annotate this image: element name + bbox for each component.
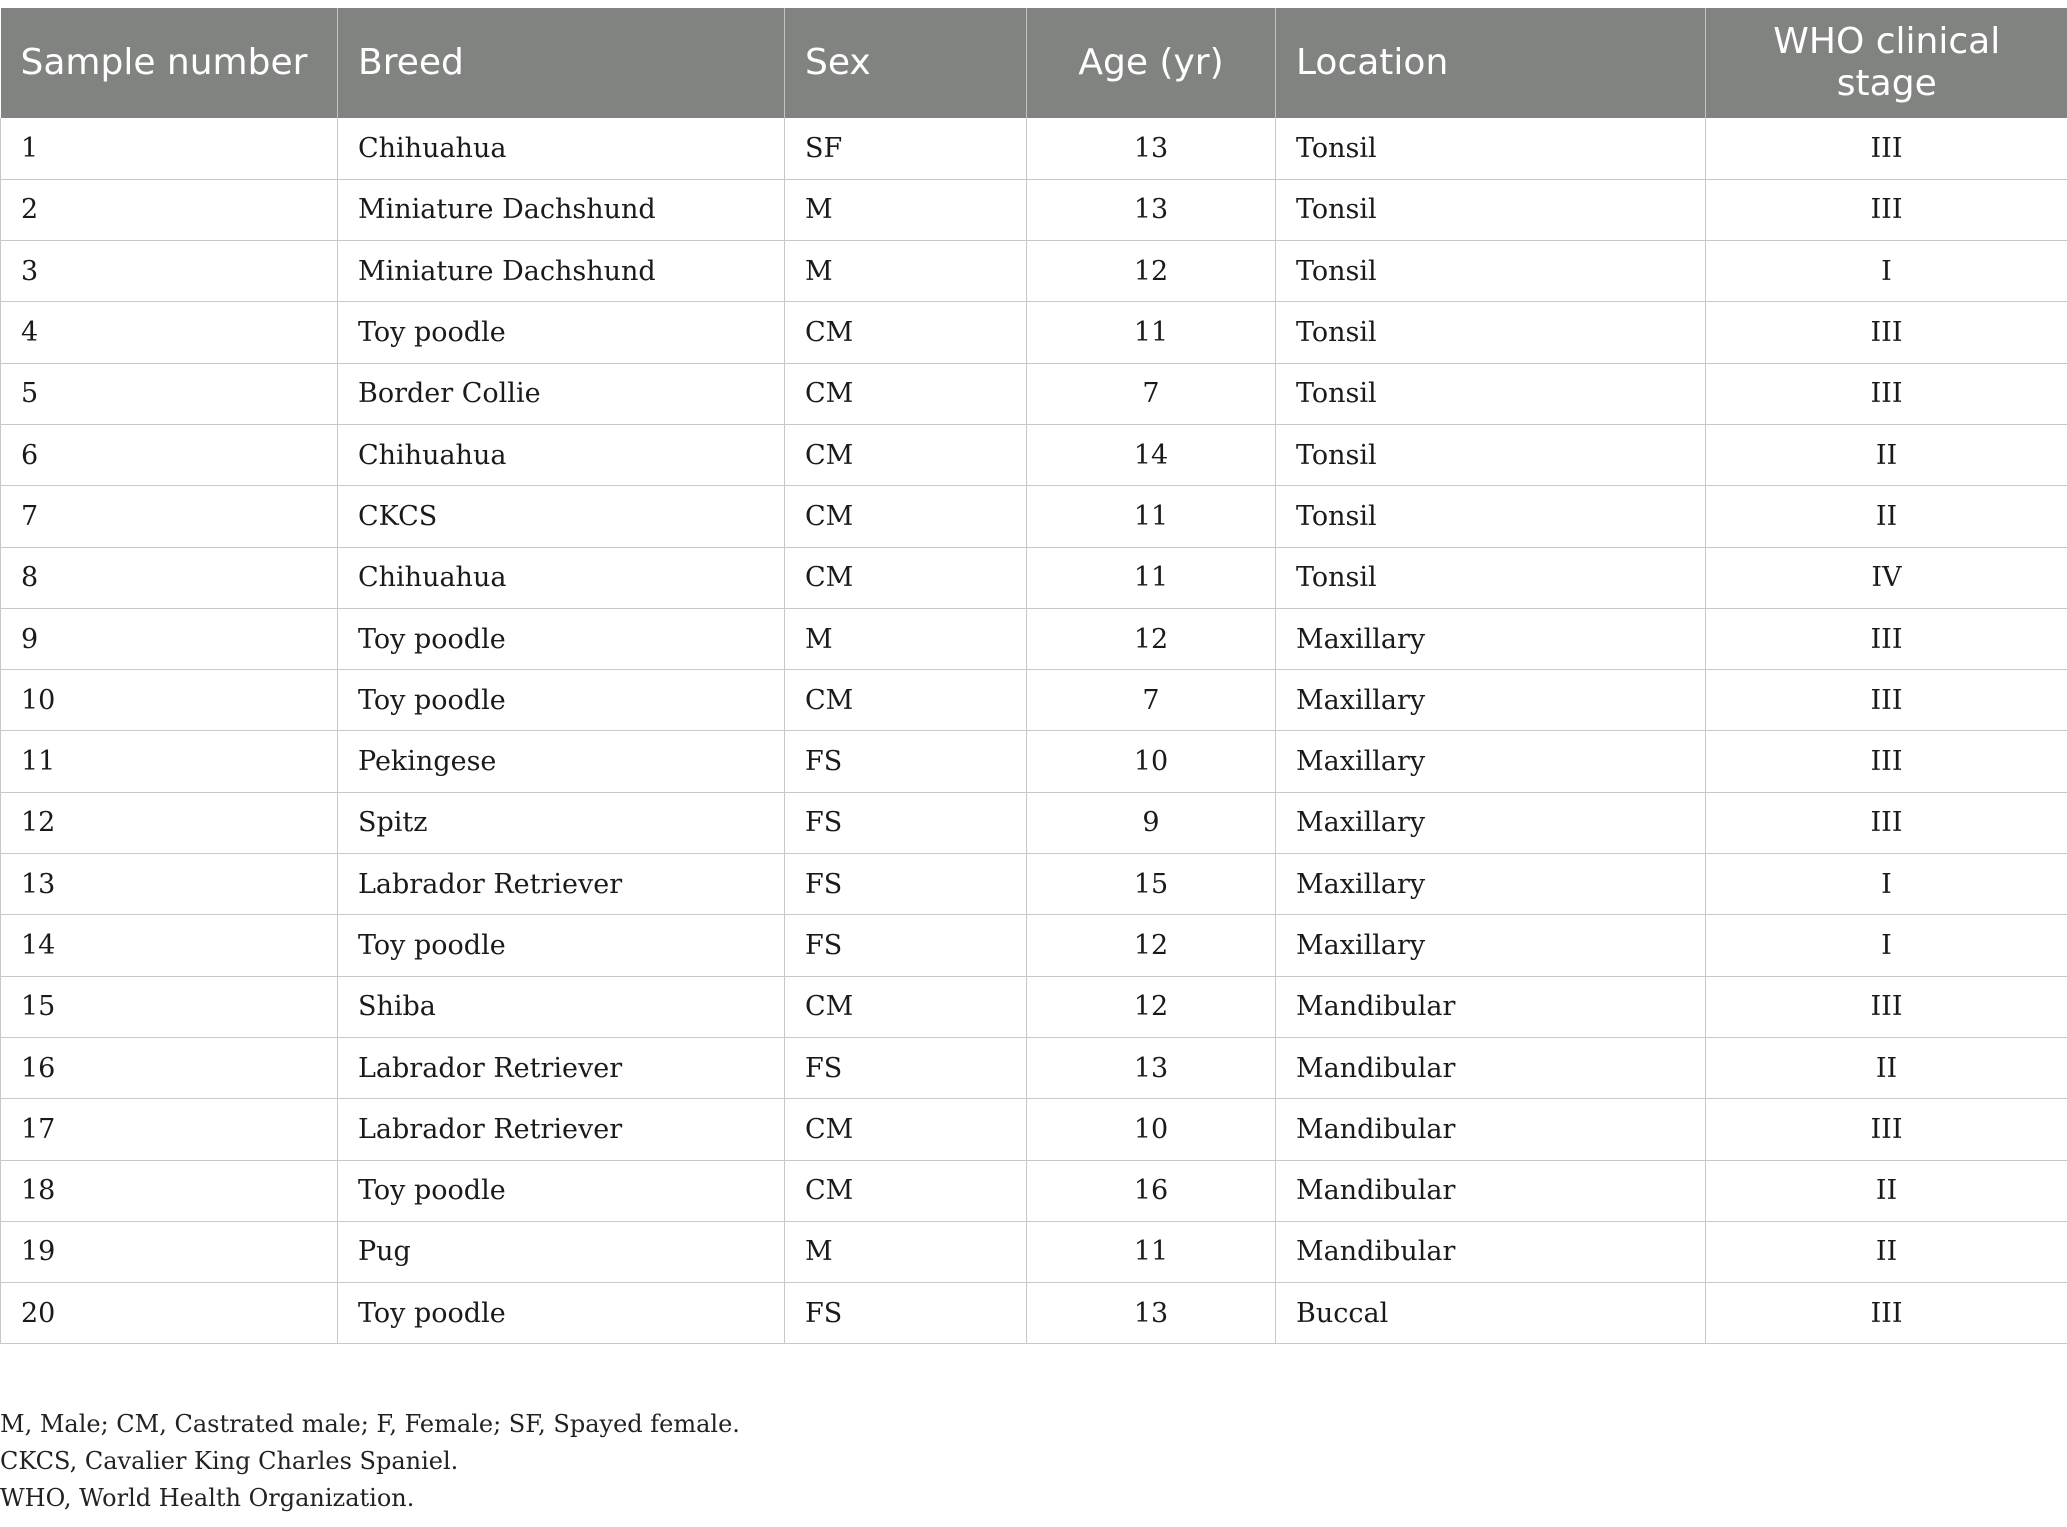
table-row: [1, 1160, 2067, 1221]
cell-sample-number: 7: [1, 486, 338, 547]
cell-who-stage: II: [1706, 1221, 2067, 1282]
cell-age: 12: [1027, 608, 1276, 669]
table-footnotes: [0, 1406, 740, 1517]
cell-breed: Toy poodle: [338, 1160, 785, 1221]
table-row: [1, 1283, 2067, 1344]
table-row: [1, 1099, 2067, 1160]
table-row: [1, 792, 2067, 853]
cell-sample-number: 15: [1, 976, 338, 1037]
cell-sex: M: [785, 179, 1027, 240]
cell-breed: Chihuahua: [338, 424, 785, 485]
header-who-stage: WHO clinical stage: [1706, 8, 2067, 118]
cell-sex: CM: [785, 976, 1027, 1037]
cell-sex: CM: [785, 1099, 1027, 1160]
cell-sample-number: 17: [1, 1099, 338, 1160]
cell-location: Maxillary: [1276, 792, 1706, 853]
cell-age: 16: [1027, 1160, 1276, 1221]
cell-age: 15: [1027, 854, 1276, 915]
cell-location: Tonsil: [1276, 241, 1706, 302]
cell-location: Tonsil: [1276, 179, 1706, 240]
cell-breed: CKCS: [338, 486, 785, 547]
cell-sample-number: 14: [1, 915, 338, 976]
table-row: [1, 118, 2067, 179]
cell-breed: Toy poodle: [338, 915, 785, 976]
cell-age: 12: [1027, 976, 1276, 1037]
cell-breed: Labrador Retriever: [338, 1037, 785, 1098]
footnote-ckcs: CKCS, Cavalier King Charles Spaniel.: [0, 1447, 459, 1475]
cell-sample-number: 16: [1, 1037, 338, 1098]
table-row: [1, 547, 2067, 608]
header-sample-number: Sample number: [1, 8, 338, 118]
cell-who-stage: I: [1706, 854, 2067, 915]
cell-sample-number: 12: [1, 792, 338, 853]
cell-location: Mandibular: [1276, 1099, 1706, 1160]
table-row: [1, 731, 2067, 792]
table-row: [1, 179, 2067, 240]
cell-who-stage: III: [1706, 118, 2067, 179]
table-row: [1, 241, 2067, 302]
cell-who-stage: IV: [1706, 547, 2067, 608]
cell-sex: FS: [785, 731, 1027, 792]
cell-sex: M: [785, 1221, 1027, 1282]
cell-who-stage: II: [1706, 424, 2067, 485]
cell-sex: FS: [785, 792, 1027, 853]
cell-who-stage: I: [1706, 241, 2067, 302]
cell-sample-number: 9: [1, 608, 338, 669]
cell-who-stage: III: [1706, 608, 2067, 669]
header-sex: Sex: [785, 8, 1027, 118]
cell-sample-number: 18: [1, 1160, 338, 1221]
cell-who-stage: II: [1706, 1037, 2067, 1098]
table-body: [1, 118, 2067, 1344]
cell-sample-number: 4: [1, 302, 338, 363]
cell-location: Maxillary: [1276, 670, 1706, 731]
header-age: Age (yr): [1027, 8, 1276, 118]
cell-location: Maxillary: [1276, 731, 1706, 792]
cell-sex: M: [785, 241, 1027, 302]
cell-breed: Toy poodle: [338, 1283, 785, 1344]
cell-sample-number: 13: [1, 854, 338, 915]
header-row: [1, 8, 2067, 118]
cell-location: Mandibular: [1276, 1221, 1706, 1282]
cell-breed: Pekingese: [338, 731, 785, 792]
cell-location: Buccal: [1276, 1283, 1706, 1344]
cell-sex: FS: [785, 1037, 1027, 1098]
cell-sex: M: [785, 608, 1027, 669]
cell-sex: FS: [785, 854, 1027, 915]
cell-sample-number: 6: [1, 424, 338, 485]
cell-sample-number: 10: [1, 670, 338, 731]
cell-age: 11: [1027, 1221, 1276, 1282]
cell-who-stage: II: [1706, 486, 2067, 547]
table-row: [1, 915, 2067, 976]
cell-breed: Border Collie: [338, 363, 785, 424]
cell-breed: Toy poodle: [338, 302, 785, 363]
cell-breed: Pug: [338, 1221, 785, 1282]
cell-sex: CM: [785, 363, 1027, 424]
data-table-container: [0, 8, 2067, 1344]
cell-breed: Toy poodle: [338, 670, 785, 731]
cell-location: Mandibular: [1276, 976, 1706, 1037]
cell-who-stage: III: [1706, 1283, 2067, 1344]
cell-sex: FS: [785, 1283, 1027, 1344]
cell-who-stage: III: [1706, 1099, 2067, 1160]
cell-sex: FS: [785, 915, 1027, 976]
cell-age: 13: [1027, 1037, 1276, 1098]
cell-breed: Spitz: [338, 792, 785, 853]
table-row: [1, 363, 2067, 424]
header-breed: Breed: [338, 8, 785, 118]
cell-who-stage: III: [1706, 302, 2067, 363]
cell-who-stage: III: [1706, 731, 2067, 792]
cell-sample-number: 11: [1, 731, 338, 792]
table-row: [1, 302, 2067, 363]
cell-breed: Chihuahua: [338, 118, 785, 179]
cell-location: Tonsil: [1276, 302, 1706, 363]
header-location: Location: [1276, 8, 1706, 118]
cell-age: 14: [1027, 424, 1276, 485]
cell-age: 11: [1027, 486, 1276, 547]
cell-sample-number: 19: [1, 1221, 338, 1282]
cell-location: Mandibular: [1276, 1160, 1706, 1221]
cell-age: 12: [1027, 915, 1276, 976]
cell-location: Maxillary: [1276, 915, 1706, 976]
sample-table: [0, 8, 2067, 1344]
cell-location: Tonsil: [1276, 363, 1706, 424]
cell-sample-number: 8: [1, 547, 338, 608]
table-row: [1, 670, 2067, 731]
footnote-sex-abbreviations: M, Male; CM, Castrated male; F, Female; SF, Spayed female.: [0, 1410, 740, 1438]
cell-age: 10: [1027, 731, 1276, 792]
cell-breed: Toy poodle: [338, 608, 785, 669]
cell-sex: CM: [785, 547, 1027, 608]
cell-age: 9: [1027, 792, 1276, 853]
cell-location: Maxillary: [1276, 608, 1706, 669]
cell-breed: Miniature Dachshund: [338, 179, 785, 240]
cell-age: 11: [1027, 547, 1276, 608]
cell-breed: Miniature Dachshund: [338, 241, 785, 302]
cell-who-stage: III: [1706, 179, 2067, 240]
cell-sex: CM: [785, 302, 1027, 363]
cell-sex: SF: [785, 118, 1027, 179]
cell-location: Tonsil: [1276, 424, 1706, 485]
cell-location: Tonsil: [1276, 486, 1706, 547]
cell-who-stage: II: [1706, 1160, 2067, 1221]
cell-sample-number: 1: [1, 118, 338, 179]
cell-age: 12: [1027, 241, 1276, 302]
cell-sex: CM: [785, 486, 1027, 547]
cell-location: Tonsil: [1276, 547, 1706, 608]
cell-breed: Shiba: [338, 976, 785, 1037]
cell-who-stage: III: [1706, 363, 2067, 424]
table-row: [1, 1221, 2067, 1282]
cell-who-stage: III: [1706, 670, 2067, 731]
cell-sex: CM: [785, 670, 1027, 731]
cell-location: Maxillary: [1276, 854, 1706, 915]
table-row: [1, 608, 2067, 669]
cell-sample-number: 5: [1, 363, 338, 424]
table-row: [1, 1037, 2067, 1098]
footnote-who: WHO, World Health Organization.: [0, 1484, 415, 1512]
cell-sample-number: 20: [1, 1283, 338, 1344]
cell-age: 11: [1027, 302, 1276, 363]
table-header: [1, 8, 2067, 118]
cell-age: 13: [1027, 179, 1276, 240]
table-row: [1, 976, 2067, 1037]
cell-sex: CM: [785, 1160, 1027, 1221]
cell-who-stage: I: [1706, 915, 2067, 976]
cell-who-stage: III: [1706, 792, 2067, 853]
cell-breed: Labrador Retriever: [338, 1099, 785, 1160]
cell-age: 7: [1027, 670, 1276, 731]
cell-age: 10: [1027, 1099, 1276, 1160]
cell-breed: Labrador Retriever: [338, 854, 785, 915]
table-row: [1, 486, 2067, 547]
cell-sex: CM: [785, 424, 1027, 485]
cell-age: 13: [1027, 118, 1276, 179]
cell-age: 13: [1027, 1283, 1276, 1344]
table-row: [1, 424, 2067, 485]
cell-location: Mandibular: [1276, 1037, 1706, 1098]
cell-age: 7: [1027, 363, 1276, 424]
table-row: [1, 854, 2067, 915]
cell-location: Tonsil: [1276, 118, 1706, 179]
cell-sample-number: 3: [1, 241, 338, 302]
cell-sample-number: 2: [1, 179, 338, 240]
cell-breed: Chihuahua: [338, 547, 785, 608]
cell-who-stage: III: [1706, 976, 2067, 1037]
